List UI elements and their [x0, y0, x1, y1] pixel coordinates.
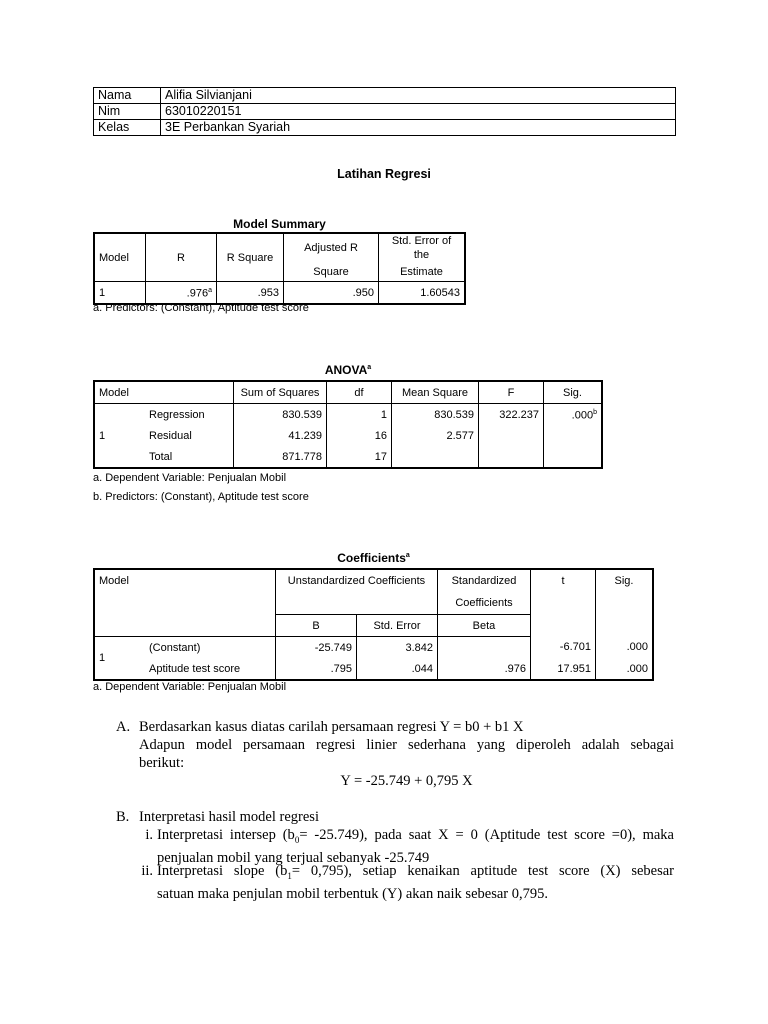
footnote-marker: a [405, 552, 410, 559]
header-unstandardized: Unstandardized Coefficients [287, 575, 426, 587]
model-number: 1 [99, 652, 106, 664]
std-error-value: 1.60543 [420, 286, 460, 299]
identity-row [94, 120, 676, 136]
identity-table [93, 87, 676, 136]
header-f: F [507, 386, 515, 399]
footnote-marker: b [593, 409, 597, 417]
r-value: .976 [186, 287, 209, 300]
table-row [94, 425, 602, 446]
header-std-error: Std. Error [373, 619, 421, 632]
coefficients-note: a. Dependent Variable: Penjualan Mobil [93, 681, 287, 693]
interpretation-intercept [157, 826, 674, 867]
model-number: 1 [99, 286, 106, 299]
header-square: Square [313, 265, 349, 278]
sum-of-squares: 830.539 [282, 408, 322, 421]
mean-square: 2.577 [446, 429, 474, 442]
header-r: R [177, 251, 185, 264]
identity-key: Kelas [94, 120, 161, 136]
row-label: Aptitude test score [149, 662, 241, 675]
header-b: B [312, 619, 320, 632]
section-b-title: Interpretasi hasil model regresi [139, 809, 319, 825]
header-coefficients: Coefficients [455, 597, 513, 610]
model-summary-title: Model Summary [233, 217, 326, 231]
identity-key: Nama [94, 88, 161, 104]
footnote-marker: a [367, 364, 372, 371]
anova-note-a: a. Dependent Variable: Penjualan Mobil [93, 472, 287, 484]
table-row [94, 282, 465, 305]
adjusted-r-square-value: .950 [352, 286, 374, 299]
beta-value: .976 [504, 662, 526, 675]
b-value: -25.749 [314, 641, 352, 654]
identity-row [94, 104, 676, 120]
header-standardized: Standardized [451, 575, 517, 588]
header-sig: Sig. [614, 575, 634, 587]
section-a-answer-cont: berikut: [139, 755, 185, 771]
coefficients-table [93, 568, 654, 681]
intercept-line: Interpretasi intersep $(b_0= -25.749)$, pada saat X = 0 (Aptitude test score =0), maka [157, 827, 674, 845]
std-error-value: 3.842 [405, 641, 433, 654]
identity-key: Nim [94, 104, 161, 120]
header-estimate: Estimate [400, 265, 443, 278]
df-value: 16 [374, 429, 387, 442]
intercept-line: penjualan mobil yang terjual sebanyak -25.749 [157, 849, 430, 866]
header-std-error: Std. Error of the [391, 235, 452, 261]
item-marker: i. [145, 827, 153, 843]
f-value: 322.237 [499, 408, 539, 421]
anova-title: ANOVA$^a$ [324, 363, 372, 377]
row-label: Residual [149, 429, 192, 442]
header-model: Model [99, 386, 129, 399]
row-label: (Constant) [149, 641, 201, 654]
r-square-value: .953 [257, 286, 279, 299]
regression-equation: Y = -25.749 + 0,795 X [340, 773, 473, 789]
table-row [94, 404, 602, 426]
b-value: .795 [330, 662, 352, 675]
t-value: -6.701 [559, 641, 591, 654]
header-model: Model [99, 251, 129, 264]
row-label: Regression [149, 408, 205, 421]
header-adjusted-r: Adjusted R [304, 242, 358, 254]
anova-note-b: b. Predictors: (Constant), Aptitude test score [93, 491, 309, 503]
item-marker: ii. [141, 863, 153, 879]
model-summary-note: a. Predictors: (Constant), Aptitude test score [93, 302, 309, 314]
slope-line: satuan maka penjulan mobil terbentuk (Y) akan naik sebesar 0,795. [157, 885, 548, 902]
row-label: Total [149, 450, 173, 463]
df-value: 17 [374, 450, 387, 463]
mean-square: 830.539 [434, 408, 474, 421]
section-a-marker: A. [116, 719, 131, 735]
sig-value: .000 [626, 662, 648, 675]
model-number: 1 [99, 429, 106, 442]
identity-value: 63010220151 [161, 104, 676, 120]
header-df: df [354, 386, 364, 399]
anova-table [93, 380, 603, 469]
sig-value: .000 [626, 641, 648, 654]
section-a-question: Berdasarkan kasus diatas carilah persamaan regresi Y = b0 + b1 X [139, 719, 524, 735]
section-a-body [139, 718, 674, 790]
table-row [94, 446, 602, 468]
identity-value: Alifia Silvianjani [161, 88, 676, 104]
header-model: Model [99, 575, 129, 587]
doc-title: Latihan Regresi [337, 167, 431, 181]
sum-of-squares: 871.778 [282, 450, 322, 463]
coefficients-title: Coefficients$^a$ [337, 551, 410, 565]
model-summary-table [93, 232, 466, 305]
header-sum-of-squares: Sum of Squares [240, 386, 320, 399]
t-value: 17.951 [557, 662, 591, 675]
sum-of-squares: 41.239 [288, 429, 322, 442]
section-b-marker: B. [116, 809, 130, 825]
header-t: t [561, 575, 565, 587]
section-a-answer: Adapun model persamaan regresi linier sederhana yang diperoleh adalah sebagai [139, 737, 674, 753]
header-sig: Sig. [563, 386, 582, 399]
sig-value: .000 [571, 409, 594, 422]
slope-line: Interpretasi slope $(b_1= 0,795)$, setiap kenaikan aptitude test score (X) sebesar [157, 863, 674, 881]
identity-row [94, 88, 676, 104]
table-row [94, 637, 653, 659]
header-r-square: R Square [226, 251, 274, 264]
table-row [94, 658, 653, 680]
interpretation-slope [157, 862, 674, 903]
header-mean-square: Mean Square [401, 386, 469, 399]
df-value: 1 [380, 408, 387, 421]
identity-value: 3E Perbankan Syariah [161, 120, 676, 136]
header-beta: Beta [472, 619, 496, 632]
footnote-marker: a [208, 287, 212, 295]
std-error-value: .044 [411, 662, 433, 675]
